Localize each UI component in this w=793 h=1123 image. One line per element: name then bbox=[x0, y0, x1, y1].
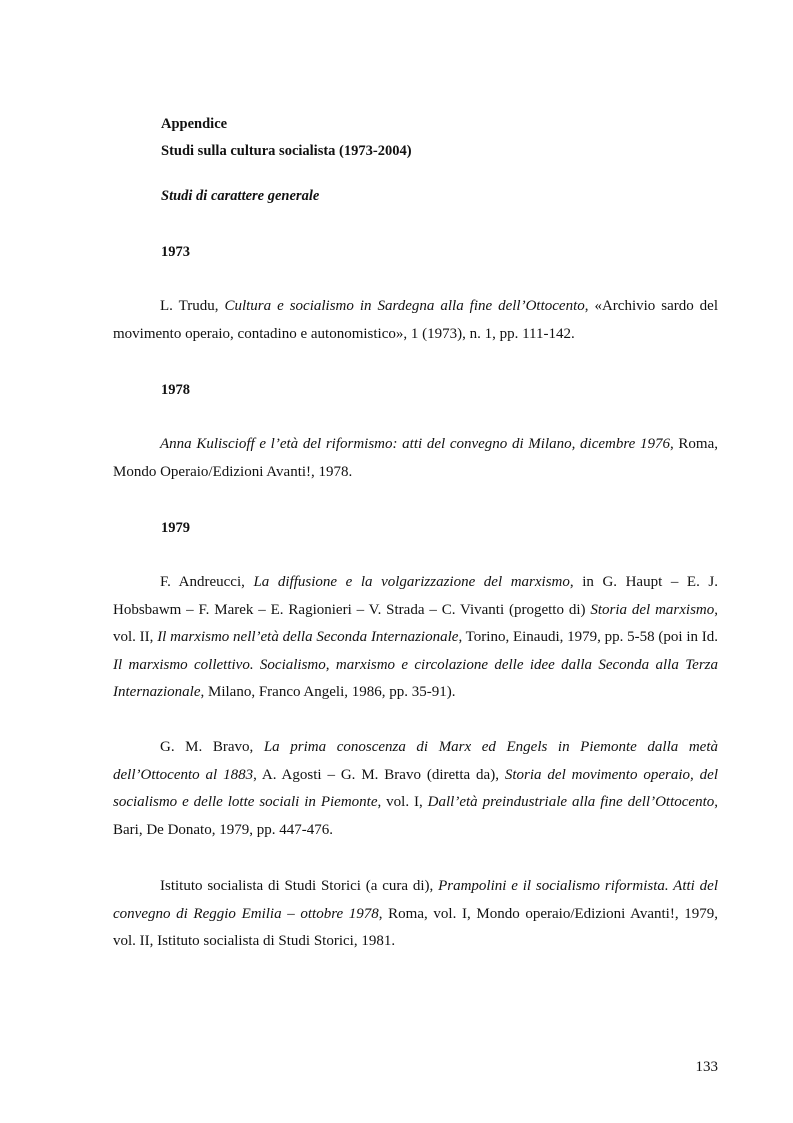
entry-text: , A. Agosti – G. M. Bravo (diretta da), bbox=[253, 766, 505, 783]
entry-text: , Bari, De Donato, 1979, pp. 447-476. bbox=[113, 794, 718, 838]
year-heading-1973: 1973 bbox=[161, 244, 190, 260]
entry-text: , vol. I, bbox=[377, 794, 428, 810]
entry-text: , Torino, Einaudi, 1979, pp. 5-58 (poi in Id. bbox=[458, 629, 719, 645]
page-title: Studi sulla cultura socialista (1973-2004) bbox=[161, 143, 412, 159]
entry-title: Cultura e socialismo in Sardegna alla fine dell’Ottocento bbox=[224, 298, 585, 314]
section-subtitle: Studi di carattere generale bbox=[161, 188, 320, 204]
appendix-label: Appendice bbox=[161, 116, 228, 132]
entry-text: Istituto socialista di Studi Storici (a cura di), bbox=[160, 878, 439, 894]
page-number: 133 bbox=[695, 1059, 718, 1075]
bibliography-entry bbox=[113, 569, 718, 707]
bibliography-entry bbox=[113, 873, 718, 956]
entry-text: , vol. II, bbox=[113, 601, 718, 645]
entry-text: , Roma, Mondo Operaio/Edizioni Avanti!, 1978. bbox=[113, 436, 718, 480]
bibliography-entry bbox=[113, 431, 718, 486]
entry-title: Dall’età preindustriale alla fine dell’Ottocento bbox=[427, 794, 715, 810]
entry-text: , «Archivio sardo del movimento operaio, contadino e autonomistico», 1 (1973), n. 1, pp. 111-142. bbox=[113, 298, 719, 342]
year-heading-1979: 1979 bbox=[161, 520, 190, 536]
year-heading-1978: 1978 bbox=[161, 382, 190, 398]
entry-text: , Milano, Franco Angeli, 1986, pp. 35-91). bbox=[200, 684, 456, 700]
bibliography-entry bbox=[113, 734, 718, 844]
entry-title: Il marxismo collettivo. Socialismo, marxismo e circolazione delle idee dalla Seconda alla Terza Internazionale bbox=[113, 656, 718, 700]
entry-title: Storia del marxismo bbox=[590, 601, 715, 618]
entry-title: Il marxismo nell’età della Seconda Internazionale bbox=[157, 629, 459, 645]
entry-text: , in G. Haupt – E. J. Hobsbawm – F. Marek – E. Ragionieri – V. Strada – C. Vivanti (progetto di) bbox=[113, 574, 718, 618]
bibliography-entry bbox=[113, 293, 718, 348]
entry-text: , Roma, vol. I, Mondo operaio/Edizioni Avanti!, 1979, vol. II, Istituto socialista di Studi Storici, 1981. bbox=[113, 905, 718, 949]
entry-text: L. Trudu, bbox=[160, 298, 225, 314]
entry-title: La prima conoscenza di Marx ed Engels in Piemonte dalla metà dell’Ottocento al 1883 bbox=[113, 739, 718, 783]
entry-title: Storia del movimento operaio, del socialismo e delle lotte sociali in Piemonte bbox=[113, 766, 718, 810]
entry-title: Anna Kuliscioff e l’età del riformismo: atti del convegno di Milano, dicembre 1976 bbox=[160, 436, 670, 452]
entry-title: Prampolini e il socialismo riformista. Atti del convegno di Reggio Emilia – ottobre 1978 bbox=[113, 878, 718, 922]
entry-text: G. M. Bravo, bbox=[160, 739, 264, 755]
entry-text: F. Andreucci, bbox=[160, 574, 254, 590]
entry-title: La diffusione e la volgarizzazione del marxismo bbox=[253, 574, 570, 590]
